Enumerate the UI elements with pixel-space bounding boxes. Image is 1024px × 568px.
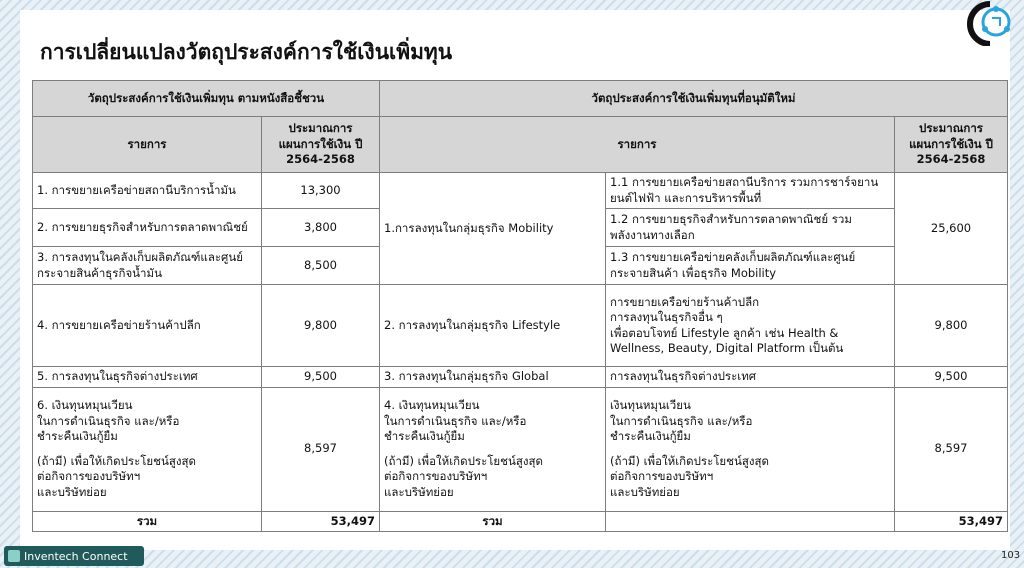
left-value-1: 13,300 [262, 173, 380, 209]
group-4-line: ชำระคืนเงินกู้ยืม [384, 429, 465, 444]
sub-4-line: ในการดำเนินธุรกิจ และ/หรือ [610, 413, 753, 428]
group-4-line: (ถ้ามี) เพื่อให้เกิดประโยชน์สูงสุด [384, 453, 543, 468]
company-logo [960, 0, 1018, 46]
sub-lifestyle-line: Wellness, Beauty, Digital Platform เป็นต้น [610, 341, 844, 356]
left-value-6: 8,597 [262, 387, 380, 511]
group-mobility-value: 25,600 [895, 173, 1008, 285]
sub-4-line: (ถ้ามี) เพื่อให้เกิดประโยชน์สูงสุด [610, 453, 769, 468]
sub-4-line: เงินทุนหมุนเวียน [610, 398, 691, 412]
total-label-left: รวม [33, 511, 262, 532]
group-global: 3. การลงทุนในกลุ่มธุรกิจ Global [380, 367, 606, 388]
total-label-right: รวม [380, 511, 606, 532]
group-mobility: 1.การลงทุนในกลุ่มธุรกิจ Mobility [380, 173, 606, 285]
left-6-line: (ถ้ามี) เพื่อให้เกิดประโยชน์สูงสุด [37, 453, 196, 468]
footer-brand-badge [4, 546, 144, 566]
inventech-icon [8, 550, 20, 562]
left-item-2: 2. การขยายธุรกิจสำหรับการตลาดพาณิชย์ [33, 209, 262, 247]
sub-item-1-2: 1.2 การขยายธุรกิจสำหรับการตลาดพาณิชย์ รวมพลังงานทางเลือก [606, 209, 895, 247]
col-budget-right: ประมาณการ แผนการใช้เงิน ปี 2564-2568 [895, 117, 1008, 173]
group-working-capital-value: 8,597 [895, 387, 1008, 511]
group-4-line: ในการดำเนินธุรกิจ และ/หรือ [384, 413, 527, 428]
sub-item-1-1: 1.1 การขยายเครือข่ายสถานีบริการ รวมการชาร์จยานยนต์ไฟฟ้า และการบริหารพื้นที่ [606, 173, 895, 209]
left-value-3: 8,500 [262, 247, 380, 285]
sub-item-lifestyle [606, 285, 895, 367]
total-value-right: 53,497 [895, 511, 1008, 532]
left-6-line: 6. เงินทุนหมุนเวียน [37, 398, 133, 412]
left-6-line: ในการดำเนินธุรกิจ และ/หรือ [37, 413, 180, 428]
page-number: 103 [1001, 550, 1021, 561]
sub-item-working-capital [606, 387, 895, 511]
header-original-purpose: วัตถุประสงค์การใช้เงินเพิ่มทุน ตามหนังสือชี้ชวน [33, 81, 380, 117]
sub-lifestyle-line: เพื่อตอบโจทย์ Lifestyle ลูกค้า เช่น Health & [610, 325, 839, 340]
header-new-purpose: วัตถุประสงค์การใช้เงินเพิ่มทุนที่อนุมัติใหม่ [380, 81, 1008, 117]
sub-4-line: และบริษัทย่อย [610, 484, 680, 499]
left-item-5: 5. การลงทุนในธุรกิจต่างประเทศ [33, 367, 262, 388]
sub-item-1-3: 1.3 การขยายเครือข่ายคลังเก็บผลิตภัณฑ์และศูนย์กระจายสินค้า เพื่อธุรกิจ Mobility [606, 247, 895, 285]
col-item-right: รายการ [380, 117, 895, 173]
total-empty-cell [606, 511, 895, 532]
group-lifestyle: 2. การลงทุนในกลุ่มธุรกิจ Lifestyle [380, 285, 606, 367]
left-value-4: 9,800 [262, 285, 380, 367]
left-item-3: 3. การลงทุนในคลังเก็บผลิตภัณฑ์และศูนย์กระจายสินค้าธุรกิจน้ำมัน [33, 247, 262, 285]
sub-item-global: การลงทุนในธุรกิจต่างประเทศ [606, 367, 895, 388]
footer-label: Inventech Connect [24, 549, 128, 563]
page-title: การเปลี่ยนแปลงวัตถุประสงค์การใช้เงินเพิ่มทุน [40, 40, 453, 64]
purpose-table [32, 80, 1008, 532]
sub-lifestyle-line: การขยายเครือข่ายร้านค้าปลีก [610, 294, 760, 309]
left-item-1: 1. การขยายเครือข่ายสถานีบริการน้ำมัน [33, 173, 262, 209]
col-item-left: รายการ [33, 117, 262, 173]
left-6-line: และบริษัทย่อย [37, 484, 107, 499]
group-4-line: และบริษัทย่อย [384, 484, 454, 499]
sub-lifestyle-line: การลงทุนในธุรกิจอื่น ๆ [610, 310, 723, 325]
sub-4-line: ต่อกิจการของบริษัทฯ [610, 469, 714, 484]
left-item-6 [33, 387, 262, 511]
left-item-4: 4. การขยายเครือข่ายร้านค้าปลีก [33, 285, 262, 367]
group-lifestyle-value: 9,800 [895, 285, 1008, 367]
left-6-line: ชำระคืนเงินกู้ยืม [37, 429, 118, 444]
left-value-2: 3,800 [262, 209, 380, 247]
group-working-capital [380, 387, 606, 511]
group-global-value: 9,500 [895, 367, 1008, 388]
sub-4-line: ชำระคืนเงินกู้ยืม [610, 429, 691, 444]
total-value-left: 53,497 [262, 511, 380, 532]
group-4-line: ต่อกิจการของบริษัทฯ [384, 469, 488, 484]
group-4-line: 4. เงินทุนหมุนเวียน [384, 398, 480, 412]
left-6-line: ต่อกิจการของบริษัทฯ [37, 469, 141, 484]
left-value-5: 9,500 [262, 367, 380, 388]
col-budget-left: ประมาณการ แผนการใช้เงิน ปี 2564-2568 [262, 117, 380, 173]
